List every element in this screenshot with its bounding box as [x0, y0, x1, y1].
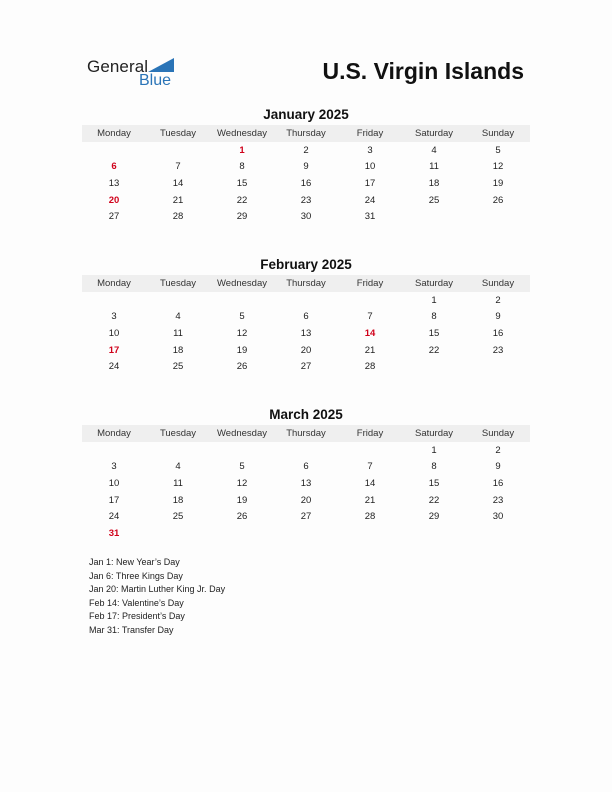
day-cell: 3 [111, 311, 117, 323]
weekday-label: Tuesday [159, 128, 197, 139]
day-cell: 21 [364, 344, 376, 356]
week-row [82, 309, 530, 326]
holiday-list [89, 556, 225, 637]
weekday-label: Friday [356, 428, 384, 439]
day-cell: 8 [431, 311, 437, 323]
month-calendar [82, 406, 530, 542]
weekday-header [82, 125, 530, 142]
month-calendar [82, 256, 530, 375]
day-cell: 17 [108, 494, 120, 506]
weekday-label: Wednesday [217, 428, 267, 439]
day-cell: 5 [239, 311, 245, 323]
day-cell: 18 [172, 344, 184, 356]
month-calendar [82, 106, 530, 225]
holiday-day-cell: 17 [108, 344, 120, 356]
day-cell: 14 [364, 477, 376, 489]
holiday-day-cell: 20 [108, 194, 120, 206]
day-cell: 11 [429, 161, 439, 173]
day-cell: 15 [428, 477, 440, 489]
day-cell: 19 [236, 344, 248, 356]
day-cell: 22 [428, 494, 440, 506]
weekday-label: Sunday [481, 278, 515, 289]
day-cell: 20 [300, 344, 312, 356]
day-cell: 10 [108, 327, 120, 339]
weekday-label: Tuesday [159, 428, 197, 439]
day-cell: 16 [492, 477, 504, 489]
day-cell: 24 [108, 361, 120, 373]
day-cell: 8 [239, 161, 245, 173]
weekday-label: Thursday [286, 278, 326, 289]
day-cell: 29 [236, 211, 248, 223]
weekday-label: Saturday [414, 128, 454, 139]
day-cell: 27 [108, 211, 120, 223]
day-cell: 4 [175, 461, 181, 473]
day-cell: 15 [428, 327, 440, 339]
day-cell: 16 [492, 327, 504, 339]
day-cell: 27 [300, 511, 312, 523]
week-row [82, 525, 530, 542]
day-cell: 31 [364, 211, 376, 223]
week-row [82, 508, 530, 525]
day-cell: 13 [108, 177, 120, 189]
day-cell: 3 [367, 144, 373, 156]
logo-blue-text: Blue [139, 72, 172, 89]
page-title: U.S. Virgin Islands [322, 58, 524, 84]
weekday-header [82, 275, 530, 292]
weekday-label: Friday [356, 128, 384, 139]
weekday-label: Sunday [481, 428, 515, 439]
month-title: March 2025 [269, 407, 343, 422]
day-cell: 22 [428, 344, 440, 356]
day-cell: 7 [367, 461, 373, 473]
day-cell: 6 [303, 311, 309, 323]
week-row [82, 492, 530, 509]
day-cell: 11 [173, 327, 183, 339]
holiday-item: Feb 14: Valentine’s Day [89, 597, 184, 608]
holiday-day-cell: 31 [108, 527, 120, 539]
day-cell: 5 [239, 461, 245, 473]
week-row [82, 159, 530, 176]
day-cell: 11 [173, 477, 183, 489]
day-cell: 14 [172, 177, 184, 189]
week-row [82, 175, 530, 192]
day-cell: 1 [431, 444, 437, 456]
day-cell: 23 [492, 494, 504, 506]
week-row [82, 475, 530, 492]
day-cell: 28 [172, 211, 184, 223]
day-cell: 9 [303, 161, 309, 173]
week-row [82, 325, 530, 342]
holiday-item: Mar 31: Transfer Day [89, 624, 174, 635]
day-cell: 7 [175, 161, 181, 173]
week-row [82, 192, 530, 209]
weekday-label: Tuesday [159, 278, 197, 289]
logo [87, 57, 187, 93]
weekday-label: Saturday [414, 278, 454, 289]
day-cell: 1 [431, 294, 437, 306]
holiday-item: Jan 20: Martin Luther King Jr. Day [89, 584, 226, 594]
day-cell: 28 [364, 511, 376, 523]
week-row [82, 142, 530, 159]
logo-triangle-icon [148, 58, 174, 72]
day-cell: 13 [300, 327, 312, 339]
holiday-day-cell: 6 [111, 161, 117, 173]
weekday-label: Friday [356, 278, 384, 289]
day-cell: 21 [172, 194, 184, 206]
weekday-label: Monday [97, 278, 131, 289]
holiday-day-cell: 1 [239, 144, 245, 156]
day-cell: 25 [428, 194, 440, 206]
day-cell: 22 [236, 194, 248, 206]
day-cell: 2 [495, 294, 501, 306]
day-cell: 23 [300, 194, 312, 206]
week-row [82, 292, 530, 309]
day-cell: 13 [300, 477, 312, 489]
day-cell: 3 [111, 461, 117, 473]
holiday-day-cell: 14 [364, 327, 376, 339]
weekday-label: Saturday [414, 428, 454, 439]
day-cell: 18 [428, 177, 440, 189]
weekday-label: Monday [97, 128, 131, 139]
day-cell: 6 [303, 461, 309, 473]
day-cell: 26 [492, 194, 504, 206]
day-cell: 18 [172, 494, 184, 506]
day-cell: 26 [236, 511, 248, 523]
day-cell: 10 [364, 161, 376, 173]
month-title: February 2025 [260, 257, 352, 272]
holiday-item: Jan 6: Three Kings Day [89, 570, 183, 581]
day-cell: 8 [431, 461, 437, 473]
day-cell: 25 [172, 511, 184, 523]
week-row [82, 459, 530, 476]
day-cell: 2 [303, 144, 309, 156]
weekday-label: Sunday [481, 128, 515, 139]
day-cell: 23 [492, 344, 504, 356]
week-row [82, 442, 530, 459]
weekday-label: Wednesday [217, 128, 267, 139]
day-cell: 4 [431, 144, 437, 156]
day-cell: 21 [364, 494, 376, 506]
day-cell: 26 [236, 361, 248, 373]
weekday-header [82, 425, 530, 442]
holiday-item: Jan 1: New Year’s Day [89, 557, 180, 567]
month-title: January 2025 [263, 107, 349, 122]
day-cell: 15 [236, 177, 248, 189]
day-cell: 30 [300, 211, 312, 223]
day-cell: 20 [300, 494, 312, 506]
weekday-label: Thursday [286, 428, 326, 439]
day-cell: 29 [428, 511, 440, 523]
day-cell: 25 [172, 361, 184, 373]
day-cell: 7 [367, 311, 373, 323]
day-cell: 30 [492, 511, 504, 523]
week-row [82, 358, 530, 375]
day-cell: 27 [300, 361, 312, 373]
holiday-item: Feb 17: President’s Day [89, 611, 185, 621]
day-cell: 24 [364, 194, 376, 206]
day-cell: 28 [364, 361, 376, 373]
day-cell: 17 [364, 177, 376, 189]
day-cell: 10 [108, 477, 120, 489]
day-cell: 12 [236, 477, 248, 489]
week-row [82, 208, 530, 225]
weekday-label: Wednesday [217, 278, 267, 289]
day-cell: 9 [495, 311, 501, 323]
weekday-label: Thursday [286, 128, 326, 139]
day-cell: 16 [300, 177, 312, 189]
day-cell: 12 [492, 161, 504, 173]
logo-general-text: General [87, 57, 149, 76]
day-cell: 24 [108, 511, 120, 523]
day-cell: 5 [495, 144, 501, 156]
day-cell: 19 [236, 494, 248, 506]
day-cell: 12 [236, 327, 248, 339]
day-cell: 9 [495, 461, 501, 473]
week-row [82, 342, 530, 359]
day-cell: 19 [492, 177, 504, 189]
day-cell: 2 [495, 444, 501, 456]
day-cell: 4 [175, 311, 181, 323]
weekday-label: Monday [97, 428, 131, 439]
